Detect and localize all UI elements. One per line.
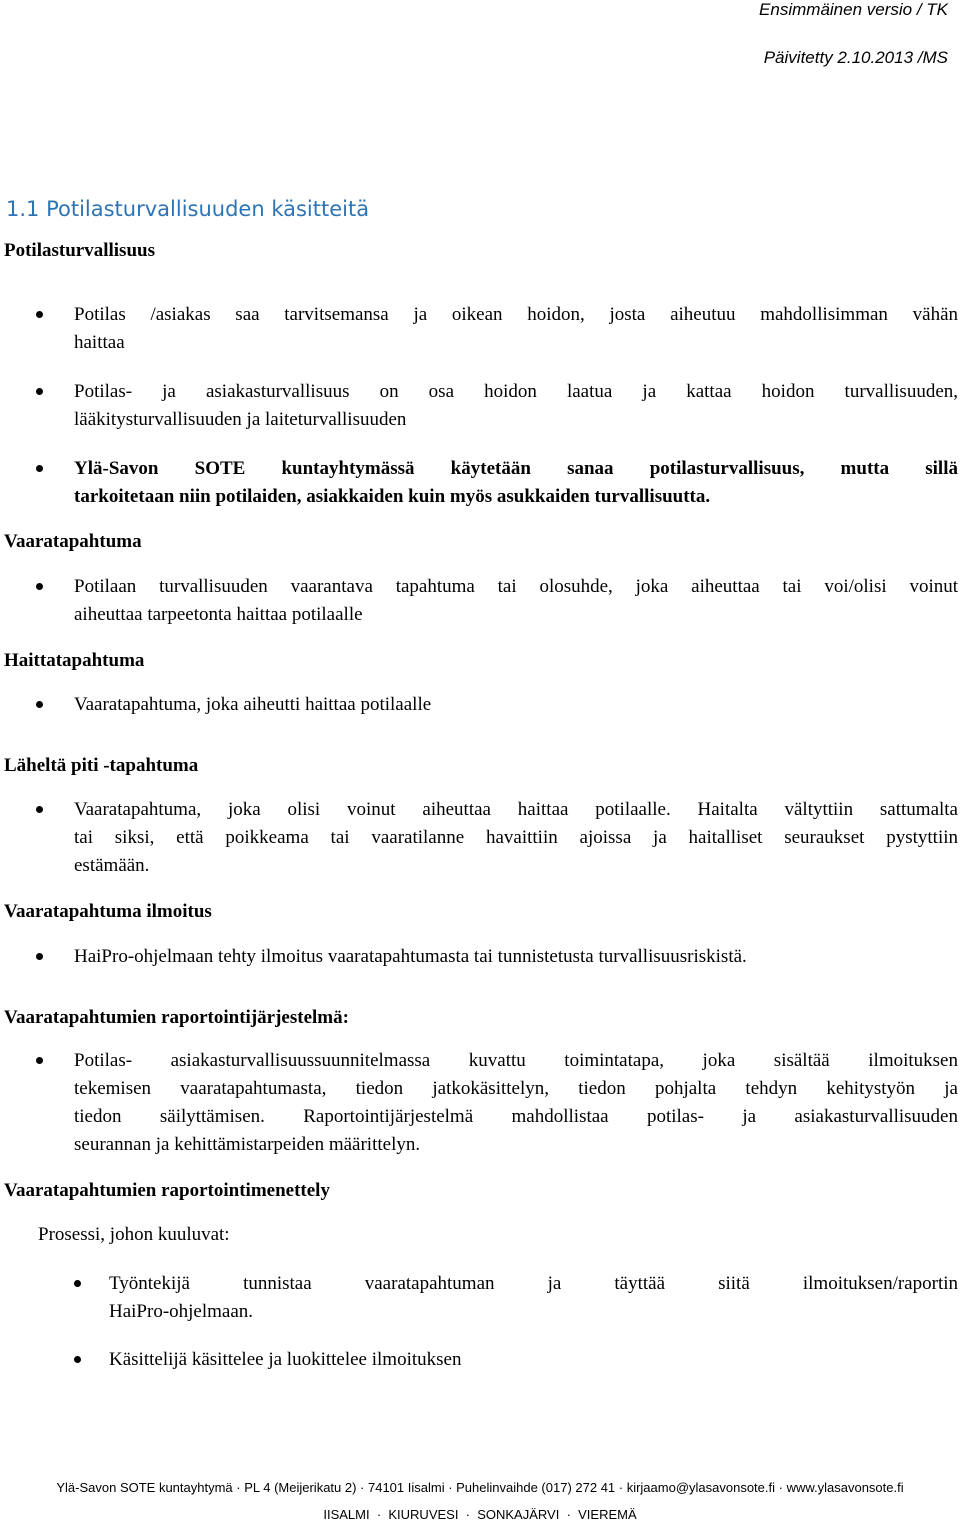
list-item: Ylä-Savon SOTE kuntayhtymässä käytetään sanaa potilasturvallisuus, mutta sillä <box>74 458 958 479</box>
document-version: Ensimmäinen versio / TK <box>759 0 948 19</box>
heading-raportointimenettely: Vaaratapahtumien raportointimenettely <box>4 1180 330 1201</box>
bullet-icon <box>74 1356 81 1363</box>
list-item: HaiPro-ohjelmaan tehty ilmoitus vaaratapahtumasta tai tunnistetusta turvallisuusriskistä. <box>74 946 747 967</box>
list-item: Vaaratapahtuma, joka aiheutti haittaa potilaalle <box>74 694 432 715</box>
bullet-icon <box>36 583 43 590</box>
heading-raportointijarjestelma: Vaaratapahtumien raportointijärjestelmä: <box>4 1007 349 1028</box>
heading-vaaratapahtuma: Vaaratapahtuma <box>4 531 142 552</box>
list-item: Potilas- ja asiakasturvallisuus on osa hoidon laatua ja kattaa hoidon turvallisuuden, <box>74 381 958 402</box>
bullet-icon <box>36 465 43 472</box>
bullet-icon <box>36 701 43 708</box>
document-updated: Päivitetty 2.10.2013 /MS <box>763 48 948 67</box>
list-item-cont: HaiPro-ohjelmaan. <box>109 1301 254 1322</box>
list-item-cont: haittaa <box>74 332 125 353</box>
list-item-cont: estämään. <box>74 855 150 876</box>
footer-contact: Ylä-Savon SOTE kuntayhtymä · PL 4 (Meijerikatu 2) · 74101 Iisalmi · Puhelinvaihde (017) 272 41 · kirjaamo@ylasavonsote.fi · www.ylasavonsote.fi <box>56 1480 904 1495</box>
list-item-cont: aiheuttaa tarpeetonta haittaa potilaalle <box>74 604 363 625</box>
bullet-icon <box>36 388 43 395</box>
list-item: Potilas- asiakasturvallisuussuunnitelmassa kuvattu toimintatapa, joka sisältää ilmoituksen <box>74 1050 958 1071</box>
bullet-icon <box>36 806 43 813</box>
heading-potilasturvallisuus: Potilasturvallisuus <box>4 240 155 261</box>
section-title: 1.1 Potilasturvallisuuden käsitteitä <box>6 197 370 221</box>
list-item-cont: tekemisen vaaratapahtumasta, tiedon jatkokäsittelyn, tiedon pohjalta tehdyn kehitystyön ja <box>74 1078 958 1099</box>
bullet-icon <box>36 1057 43 1064</box>
list-item-cont: lääkitysturvallisuuden ja laiteturvallisuuden <box>74 409 407 430</box>
list-item-cont: tarkoitetaan niin potilaiden, asiakkaiden kuin myös asukkaiden turvallisuutta. <box>74 486 711 507</box>
process-intro: Prosessi, johon kuuluvat: <box>38 1224 230 1245</box>
list-item: Vaaratapahtuma, joka olisi voinut aiheuttaa haittaa potilaalle. Haitalta vältyttiin sattumalta <box>74 799 958 820</box>
list-item: Potilas /asiakas saa tarvitsemansa ja oikean hoidon, josta aiheutuu mahdollisimman vähän <box>74 304 958 325</box>
list-item: Työntekijä tunnistaa vaaratapahtuman ja täyttää siitä ilmoituksen/raportin <box>109 1273 958 1294</box>
list-item: Potilaan turvallisuuden vaarantava tapahtuma tai olosuhde, joka aiheuttaa tai voi/olisi voinut <box>74 576 958 597</box>
heading-lahelta-piti: Läheltä piti -tapahtuma <box>4 755 199 776</box>
bullet-icon <box>36 311 43 318</box>
heading-haittatapahtuma: Haittatapahtuma <box>4 650 145 671</box>
list-item-cont: seurannan ja kehittämistarpeiden määrittelyn. <box>74 1134 421 1155</box>
bullet-icon <box>36 953 43 960</box>
list-item: Käsittelijä käsittelee ja luokittelee ilmoituksen <box>109 1349 462 1370</box>
heading-vaaratapahtuma-ilmoitus: Vaaratapahtuma ilmoitus <box>4 901 212 922</box>
footer-municipalities: IISALMI · KIURUVESI · SONKAJÄRVI · VIEREMÄ <box>323 1507 637 1522</box>
list-item-cont: tai siksi, että poikkeama tai vaaratilanne havaittiin ajoissa ja haitalliset seuraukset pystyttiin <box>74 827 958 848</box>
list-item-cont: tiedon säilyttämisen. Raportointijärjestelmä mahdollistaa potilas- ja asiakasturvallisuuden <box>74 1106 958 1127</box>
bullet-icon <box>74 1280 81 1287</box>
